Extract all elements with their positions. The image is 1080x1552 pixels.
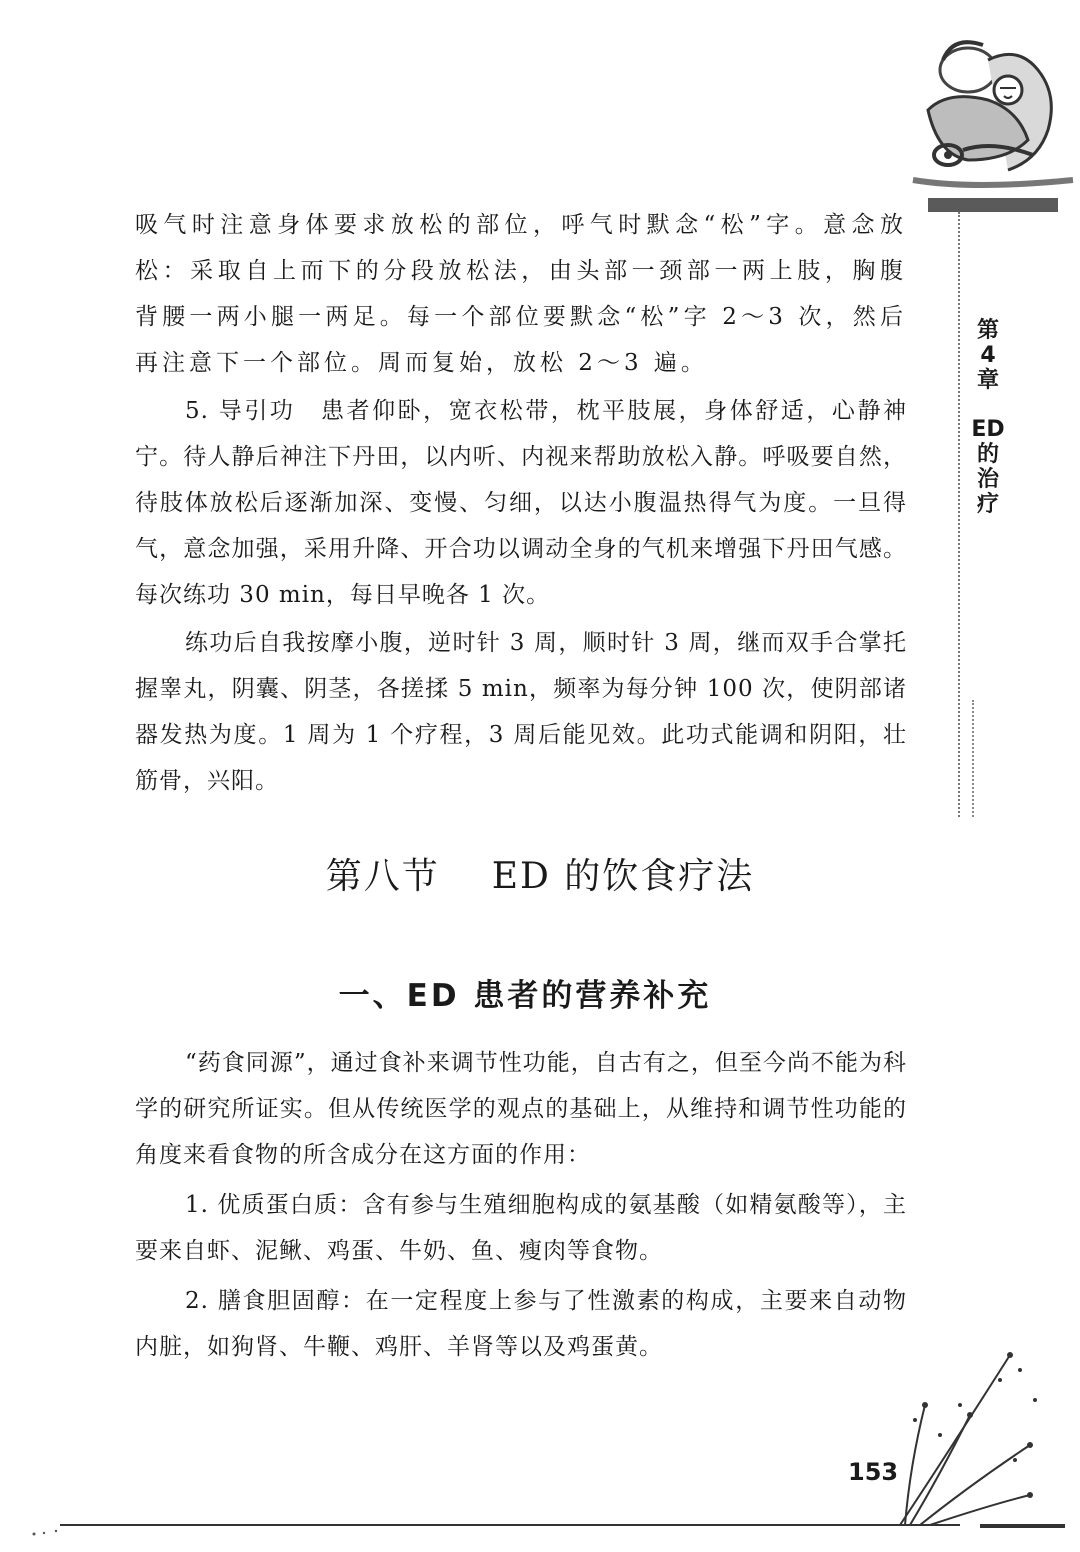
chapter-label-char: 章 xyxy=(976,368,999,393)
section-number: 第八节 xyxy=(325,856,440,897)
chapter-label-char: 4 xyxy=(980,343,996,368)
topic-label-char: 疗 xyxy=(976,492,999,517)
side-dotted-rule-inner xyxy=(972,700,974,817)
flower-decoration xyxy=(880,1340,1050,1530)
section-heading xyxy=(0,852,1080,902)
topic-label-char: ED xyxy=(971,417,1005,442)
chapter-label-char: 第 xyxy=(976,318,999,343)
topic-label-char: 的 xyxy=(976,442,999,467)
paragraph: 练功后自我按摩小腹，逆时针 3 周，顺时针 3 周，继而双手合掌托握睾丸，阴囊、阴茎，各搓揉 5 min，频率为每分钟 100 次，使阴部诸器发热为度。1 周为 1 个疗程，3 周后能见效。此功式能调和阴阳，壮筋骨，兴阳。 xyxy=(135,630,907,794)
paragraph: “药食同源”，通过食补来调节性功能，自古有之，但至今尚不能为科学的研究所证实。但从传统医学的观点的基础上，从维持和调节性功能的角度来看食物的所含成分在这方面的作用： xyxy=(135,1050,907,1168)
mascot-illustration xyxy=(908,30,1078,205)
paragraph: 5. 导引功 患者仰卧，宽衣松带，枕平肢展，身体舒适，心静神宁。待人静后神注下丹田，以内听、内视来帮助放松入静。呼吸要自然，待肢体放松后逐渐加深、变慢、匀细，以达小腹温热得气为度。一旦得气，意念加强，采用升降、开合功以调动全身的气机来增强下丹田气感。每次练功 30 min，每日早晚各 1 次。 xyxy=(135,398,907,608)
side-dotted-rule xyxy=(958,212,960,817)
chapter-side-tab xyxy=(968,318,1008,517)
page-number: 153 xyxy=(848,1458,899,1486)
footer-rule-thick xyxy=(980,1524,1065,1528)
paragraph: 吸气时注意身体要求放松的部位，呼气时默念“松”字。意念放松：采取自上而下的分段放松法，由头部一颈部一两上肢，胸腹背腰一两小腿一两足。每一个部位要默念“松”字 2～3 次，然后再注意下一个部位。周而复始，放松 2～3 遍。 xyxy=(135,212,907,376)
text-block-2 xyxy=(135,1040,907,1370)
scan-specks xyxy=(30,1528,70,1538)
text-block-1 xyxy=(135,202,907,804)
section-title-text: ED 的饮食疗法 xyxy=(491,856,755,897)
paragraph: 2. 膳食胆固醇：在一定程度上参与了性激素的构成，主要来自动物内脏，如狗肾、牛鞭、鸡肝、羊肾等以及鸡蛋黄。 xyxy=(135,1288,907,1360)
paragraph: 1. 优质蛋白质：含有参与生殖细胞构成的氨基酸（如精氨酸等），主要来自虾、泥鳅、鸡蛋、牛奶、鱼、瘦肉等食物。 xyxy=(135,1192,907,1264)
side-tab-rule xyxy=(928,198,1058,212)
footer-rule xyxy=(60,1524,960,1526)
topic-label-char: 治 xyxy=(976,467,999,492)
subsection-heading: 一、ED 患者的营养补充 xyxy=(338,978,712,1014)
